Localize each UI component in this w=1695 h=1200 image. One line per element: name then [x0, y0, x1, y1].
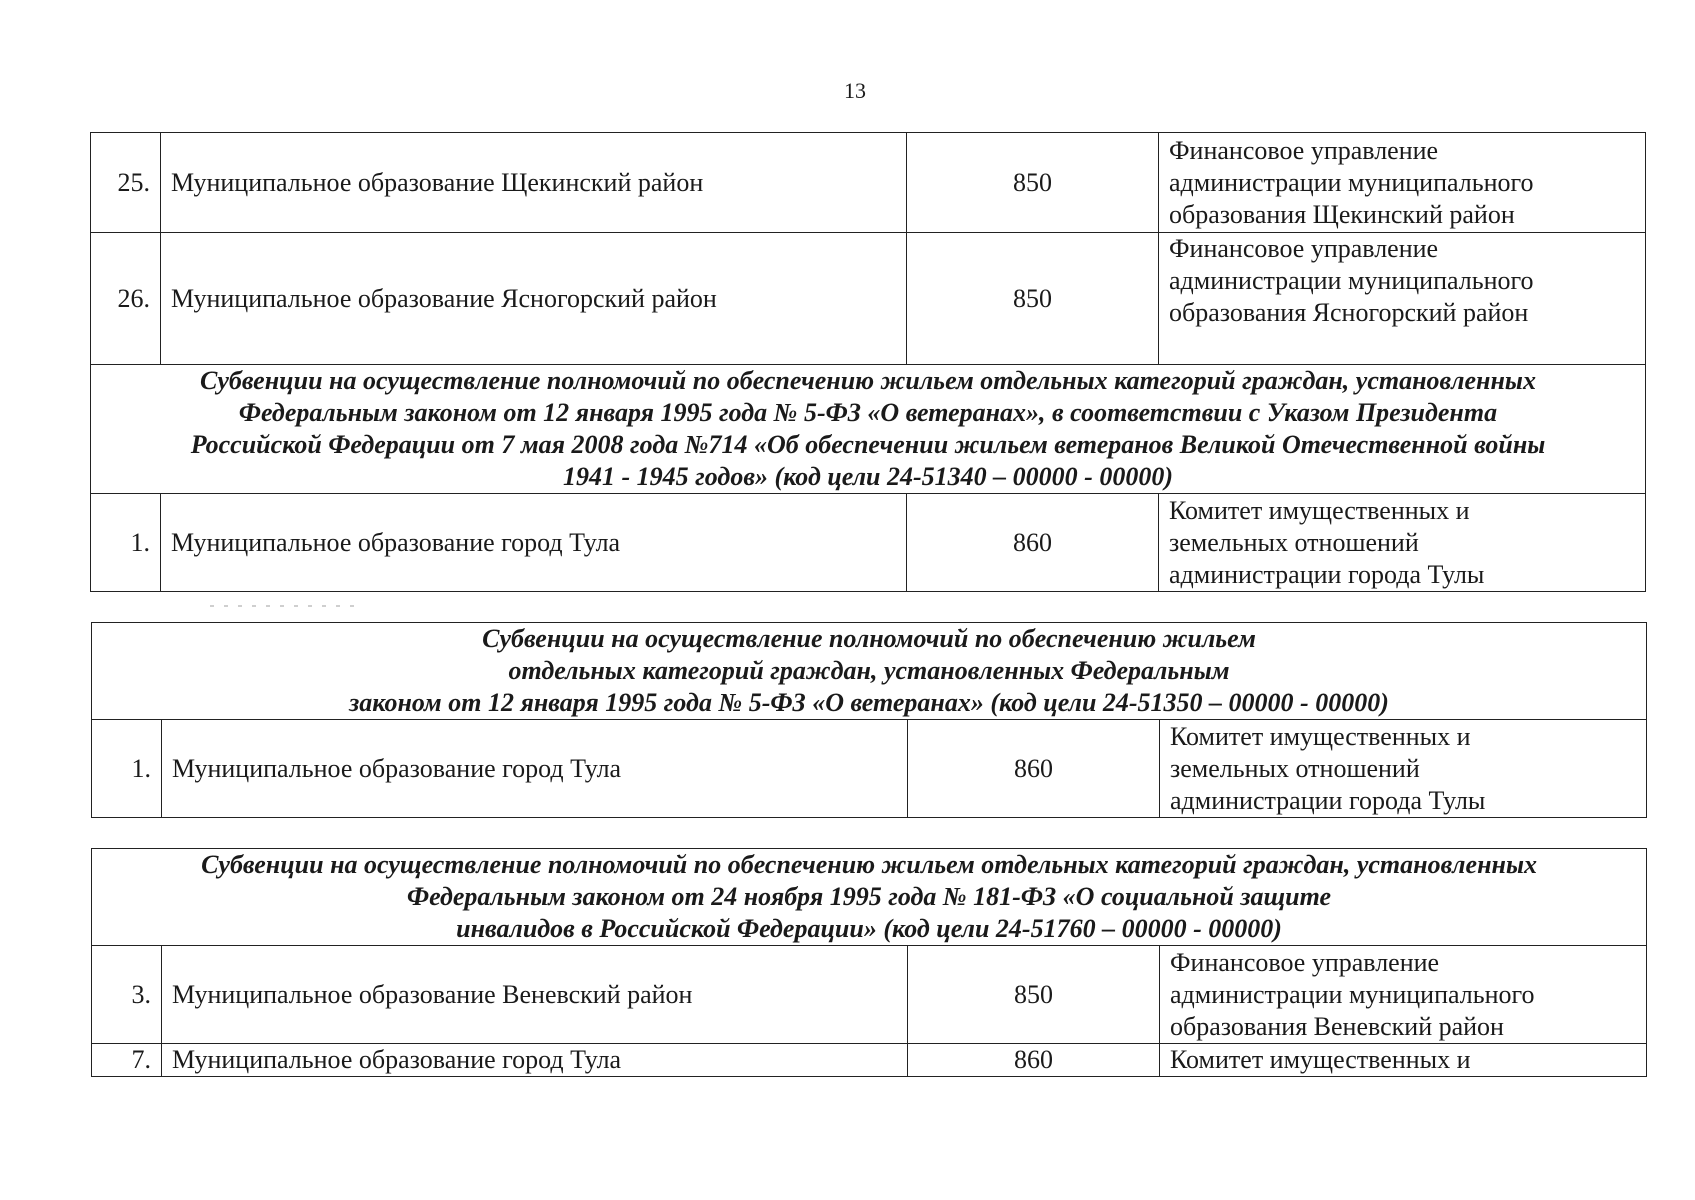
org-line: Финансовое управление: [1169, 135, 1439, 165]
row-number: 26.: [91, 233, 161, 365]
section-line: отдельных категорий граждан, установленных Федеральным: [508, 656, 1230, 685]
org-line: администрации муниципального: [1170, 979, 1535, 1009]
administrator-org: [1160, 720, 1647, 818]
row-number: 1.: [92, 720, 162, 818]
allocation-table-2: [91, 622, 1647, 818]
table-row: [92, 1044, 1647, 1077]
administrator-org: [1160, 946, 1647, 1044]
section-title: [91, 365, 1646, 494]
row-number: 7.: [92, 1044, 162, 1077]
department-code: 850: [907, 133, 1159, 233]
section-line: 1941 - 1945 годов» (код цели 24-51340 – 00000 - 00000): [563, 462, 1173, 491]
org-line: образования Ясногорский район: [1169, 298, 1529, 327]
section-header-row: [92, 623, 1647, 720]
table-row: [91, 494, 1646, 592]
table-row: [92, 946, 1647, 1044]
section-title: [92, 849, 1647, 946]
org-line: Финансовое управление: [1170, 947, 1440, 977]
municipality-name: Муниципальное образование город Тула: [161, 494, 907, 592]
section-header-row: [92, 849, 1647, 946]
section-header-row: [91, 365, 1646, 494]
org-line: администрации города Тулы: [1170, 785, 1486, 815]
row-number: 1.: [91, 494, 161, 592]
section-line: Российской Федерации от 7 мая 2008 года №714 «Об обеспечении жильем ветеранов Великой Отечественной войны: [190, 430, 1546, 459]
municipality-name: Муниципальное образование Щекинский район: [161, 133, 907, 233]
org-line: образования Щекинский район: [1169, 199, 1515, 229]
department-code: 860: [907, 494, 1159, 592]
administrator-org: [1159, 233, 1646, 365]
table-row: [91, 133, 1646, 233]
page-number: 13: [844, 78, 866, 103]
section-line: законом от 12 января 1995 года № 5-ФЗ «О ветеранах» (код цели 24-51350 – 00000 - 00000): [349, 688, 1389, 717]
section-line: инвалидов в Российской Федерации» (код цели 24-51760 – 00000 - 00000): [456, 914, 1282, 943]
allocation-table-1: [90, 132, 1646, 592]
section-line: Субвенции на осуществление полномочий по обеспечению жильем отдельных категорий граждан, установленных: [200, 366, 1536, 395]
org-line: администрации города Тулы: [1169, 559, 1485, 589]
department-code: 860: [908, 1044, 1160, 1077]
municipality-name: Муниципальное образование Веневский район: [162, 946, 908, 1044]
allocation-table-3: [91, 848, 1647, 1077]
administrator-org: [1159, 494, 1646, 592]
department-code: 850: [907, 233, 1159, 365]
section-title: [92, 623, 1647, 720]
section-line: Федеральным законом от 24 ноября 1995 года № 181-ФЗ «О социальной защите: [406, 882, 1332, 911]
org-line: образования Веневский район: [1170, 1011, 1504, 1041]
org-line: Комитет имущественных и: [1170, 1045, 1471, 1074]
org-line: земельных отношений: [1170, 753, 1420, 783]
municipality-name: Муниципальное образование город Тула: [162, 720, 908, 818]
row-number: 3.: [92, 946, 162, 1044]
section-line: Субвенции на осуществление полномочий по обеспечению жильем отдельных категорий граждан, установленных: [201, 850, 1537, 879]
section-line: Федеральным законом от 12 января 1995 года № 5-ФЗ «О ветеранах», в соответствии с Указом Президента: [238, 398, 1498, 427]
scan-artifact: [210, 605, 360, 607]
org-line: земельных отношений: [1169, 527, 1419, 557]
org-line: администрации муниципального: [1169, 167, 1534, 197]
org-line: Комитет имущественных и: [1169, 495, 1470, 525]
org-line: Финансовое управление: [1169, 234, 1439, 263]
administrator-org: [1159, 133, 1646, 233]
org-line: администрации муниципального: [1169, 266, 1534, 295]
department-code: 860: [908, 720, 1160, 818]
row-number: 25.: [91, 133, 161, 233]
department-code: 850: [908, 946, 1160, 1044]
municipality-name: Муниципальное образование Ясногорский район: [161, 233, 907, 365]
org-line: Комитет имущественных и: [1170, 721, 1471, 751]
administrator-org: [1160, 1044, 1647, 1077]
section-line: Субвенции на осуществление полномочий по обеспечению жильем: [482, 624, 1256, 653]
municipality-name: Муниципальное образование город Тула: [162, 1044, 908, 1077]
table-row: [91, 233, 1646, 365]
table-row: [92, 720, 1647, 818]
